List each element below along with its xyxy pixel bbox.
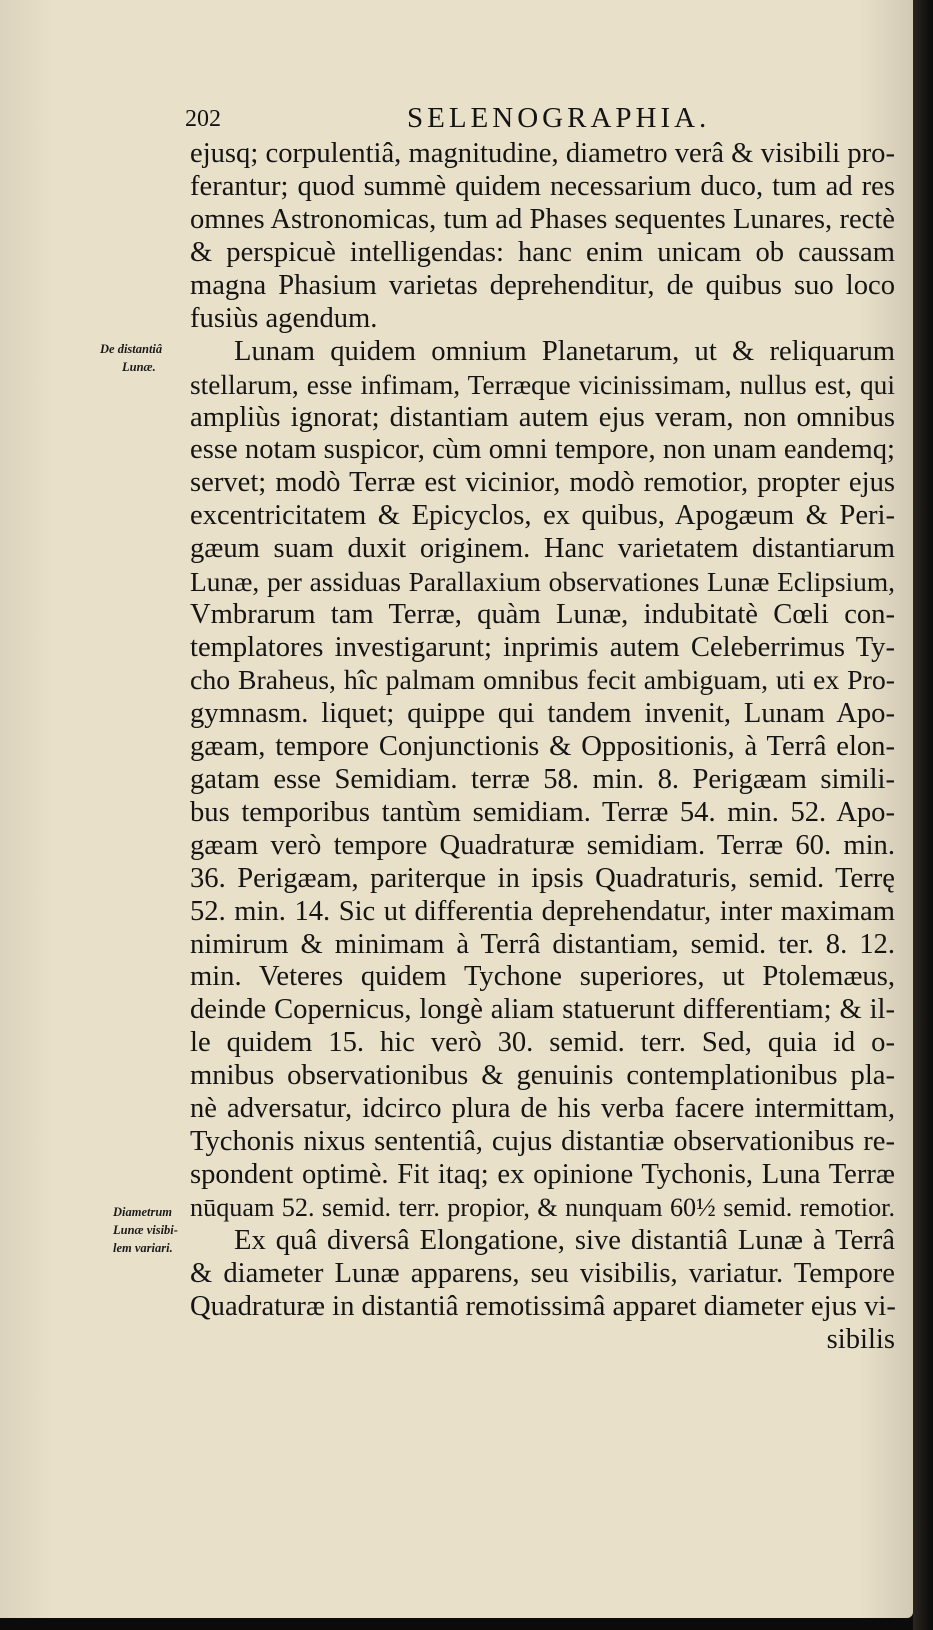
- text-line: servet; modò Terræ est vicinior, modò remotior, propter ejus: [190, 467, 895, 499]
- text-line: nūquam 52. semid. terr. propior, & nunquam 60½ semid. remotior.: [190, 1193, 895, 1222]
- text-line: Ex quâ diversâ Elongatione, sive distantiâ Lunæ à Terrâ: [234, 1224, 895, 1256]
- text-line: templatores investigarunt; inprimis autem Celeberrimus Ty-: [190, 632, 895, 664]
- catchword: sibilis: [826, 1323, 895, 1355]
- text-line: bus temporibus tantùm semidiam. Terræ 54. min. 52. Apo-: [190, 796, 895, 828]
- text-line: stellarum, esse infimam, Terræque vicinissimam, nullus est, qui: [190, 369, 895, 400]
- margin-note-line: Lunæ visibi-: [113, 1223, 178, 1237]
- text-line: Lunam quidem omnium Planetarum, ut & reliquarum: [234, 335, 895, 367]
- text-line: spondent optimè. Fit itaq; ex opinione Tychonis, Luna Terræ: [190, 1159, 895, 1191]
- text-line: nimirum & minimam à Terrâ distantiam, semid. ter. 8. 12.: [190, 928, 895, 960]
- text-line: le quidem 15. hic verò 30. semid. terr. Sed, quia id o-: [190, 1027, 895, 1059]
- text-line: deinde Copernicus, longè aliam statuerunt differentiam; & il-: [190, 994, 895, 1026]
- text-line: fusiùs agendum.: [190, 302, 378, 334]
- text-line: Vmbrarum tam Terræ, quàm Lunæ, indubitatè Cœli con-: [190, 599, 895, 631]
- text-line: & perspicuè intelligendas: hanc enim unicam ob caussam: [190, 236, 895, 268]
- text-line: gæum suam duxit originem. Hanc varietatem distantiarum: [190, 533, 895, 565]
- text-line: excentricitatem & Epicyclos, ex quibus, Apogæum & Peri-: [190, 500, 895, 532]
- text-line: ejusq; corpulentiâ, magnitudine, diametro verâ & visibili pro-: [190, 138, 895, 169]
- text-line: Tychonis nixus sententiâ, cujus distantiæ observationibus re-: [190, 1126, 895, 1158]
- text-line: magna Phasium varietas deprehenditur, de quibus suo loco: [190, 269, 895, 301]
- text-line: ampliùs ignorat; distantiam autem ejus veram, non omnibus: [190, 401, 895, 433]
- text-line: omnes Astronomicas, tum ad Phases sequentes Lunares, rectè: [190, 203, 895, 235]
- running-title: SELENOGRAPHIA.: [407, 102, 711, 134]
- running-head: [185, 100, 865, 136]
- text-line: esse notam suspicor, cùm omni tempore, non unam eandemq;: [190, 434, 895, 466]
- margin-note-distance: [100, 340, 200, 376]
- text-line: mnibus observationibus & genuinis contemplationibus pla-: [190, 1060, 895, 1092]
- text-line: Quadraturæ in distantiâ remotissimâ apparet diameter ejus vi-: [190, 1290, 896, 1322]
- text-line: & diameter Lunæ apparens, seu visibilis, variatur. Tempore: [190, 1257, 895, 1289]
- page-edge: [913, 0, 933, 1630]
- text-line: gatam esse Semidiam. terræ 58. min. 8. Perigæam simili-: [190, 763, 895, 795]
- margin-note-line: Lunæ.: [122, 360, 156, 374]
- text-line: min. Veteres quidem Tychone superiores, ut Ptolemæus,: [190, 961, 895, 993]
- margin-note-line: Diametrum: [113, 1205, 173, 1219]
- text-line: gæam, tempore Conjunctionis & Oppositionis, à Terrâ elon-: [190, 730, 895, 762]
- margin-note-line: De distantiâ: [100, 342, 163, 356]
- body-text: [190, 138, 895, 1357]
- text-line: gæam verò tempore Quadraturæ semidiam. Terræ 60. min.: [190, 829, 895, 861]
- text-line: cho Braheus, hîc palmam omnibus fecit ambiguam, uti ex Pro-: [190, 665, 895, 696]
- page-number: 202: [185, 106, 221, 132]
- text-line: gymnasm. liquet; quippe qui tandem invenit, Lunam Apo-: [190, 697, 895, 729]
- text-line: 36. Perigæam, pariterque in ipsis Quadraturis, semid. Terrę: [190, 862, 895, 894]
- text-line: nè adversatur, idcirco plura de his verba facere intermittam,: [190, 1093, 895, 1125]
- text-line: Lunæ, per assiduas Parallaxium observationes Lunæ Eclipsium,: [190, 567, 895, 598]
- text-line: ferantur; quod summè quidem necessarium duco, tum ad res: [190, 170, 895, 202]
- text-line: 52. min. 14. Sic ut differentia deprehendatur, inter maximam: [190, 895, 895, 927]
- margin-note-line: lem variari.: [113, 1241, 173, 1255]
